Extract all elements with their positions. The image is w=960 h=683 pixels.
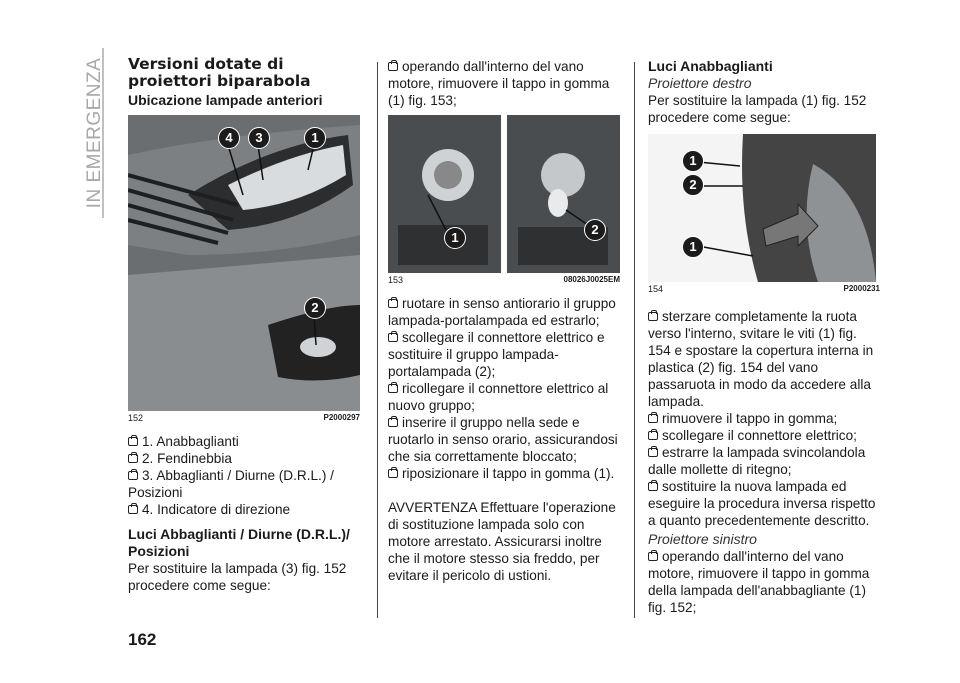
figure-code: P2000297: [323, 413, 360, 422]
section-heading: Luci Abbaglianti / Diurne (D.R.L.)/ Posizioni: [128, 526, 350, 559]
bulb-bullet-icon: [648, 312, 658, 321]
list-item: operando dall'interno del vano motore, rimuovere il tappo in gomma della lampada dell'anabbagliante (1) fig. 152;: [648, 549, 870, 615]
list-item: sterzare completamente la ruota verso l'interno, svitare le viti (1) fig. 154 e spostare la copertura interna in plastica (2) fig. 154 del vano passaruota in modo da accedere alla lampada.: [648, 309, 874, 409]
bulb-bullet-icon: [648, 552, 658, 561]
intro-text: Per sostituire la lampada (1) fig. 152 procedere come segue:: [648, 93, 867, 125]
bulb-bullet-icon: [648, 414, 658, 423]
legend-list: [128, 433, 360, 518]
list-item: operando dall'interno del vano motore, rimuovere il tappo in gomma (1) fig. 153;: [388, 59, 610, 108]
column-2: [388, 58, 620, 584]
callout-1: 1: [682, 236, 704, 258]
bulb-bullet-icon: [388, 333, 398, 342]
bulb-bullet-icon: [388, 299, 398, 308]
list-item: scollegare il connettore elettrico;: [648, 427, 880, 444]
section-side-tab: [84, 48, 106, 218]
section-title: Versioni dotate di proiettori biparabola: [128, 55, 311, 90]
column-divider: [634, 62, 635, 618]
figure-154: [648, 134, 876, 282]
callout-2: 2: [304, 297, 326, 319]
warning-text: AVVERTENZA Effettuare l'operazione di sostituzione lampada solo con motore arrestato. Assicurarsi inoltre che il motore stesso sia freddo, per evitare il pericolo di ustioni.: [388, 500, 616, 583]
list-item: 2. Fendinebbia: [128, 450, 360, 467]
callout-1: 1: [682, 150, 704, 172]
list-item: ricollegare il connettore elettrico al nuovo gruppo;: [388, 381, 609, 413]
bulb-bullet-icon: [128, 454, 138, 463]
bulb-bullet-icon: [388, 384, 398, 393]
section-subtitle: Ubicazione lampade anteriori: [128, 92, 323, 108]
subsection-heading: Proiettore destro: [648, 75, 752, 91]
bulb-bullet-icon: [128, 471, 138, 480]
steps-list: [388, 295, 620, 482]
figure-number: 152: [128, 413, 144, 423]
callout-4: 4: [218, 127, 240, 149]
figure-code: 08026J0025EM: [563, 275, 620, 284]
section-text: Per sostituire la lampada (3) fig. 152 procedere come segue:: [128, 561, 347, 593]
list-item: inserire il gruppo nella sede e ruotarlo in senso orario, assicurandosi che sia correttamente bloccato;: [388, 415, 618, 464]
bulb-bullet-icon: [648, 431, 658, 440]
callout-1: 1: [304, 127, 326, 149]
section-heading: Luci Anabbaglianti: [648, 58, 773, 74]
side-tab-label: IN EMERGENZA: [84, 57, 105, 209]
figure-caption: [128, 413, 360, 423]
bulb-bullet-icon: [648, 448, 658, 457]
subsection-heading: Proiettore sinistro: [648, 531, 757, 547]
list-item: sostituire la nuova lampada ed eseguire la procedura inversa rispetto a quanto precedentemente descritto.: [648, 479, 876, 528]
callout-2: 2: [584, 219, 606, 241]
figure-152: [128, 115, 360, 411]
bulb-bullet-icon: [388, 62, 398, 71]
figure-caption: [648, 284, 880, 294]
figure-number: 153: [388, 275, 404, 285]
callout-1: 1: [444, 227, 466, 249]
list-item: 4. Indicatore di direzione: [128, 501, 360, 518]
column-1: [128, 56, 360, 594]
list-item: 3. Abbaglianti / Diurne (D.R.L.) / Posizioni: [128, 468, 334, 500]
figure-153: [388, 115, 620, 273]
engine-bay-photo: [388, 115, 620, 273]
bulb-bullet-icon: [128, 505, 138, 514]
list-item: ruotare in senso antiorario il gruppo lampada-portalampada ed estrarlo;: [388, 296, 616, 328]
column-3: [648, 58, 880, 616]
column-divider: [377, 62, 378, 618]
page-number: 162: [128, 630, 157, 649]
bulb-bullet-icon: [648, 482, 658, 491]
list-item: riposizionare il tappo in gomma (1).: [388, 465, 620, 482]
figure-code: P2000231: [843, 284, 880, 293]
list-item: rimuovere il tappo in gomma;: [648, 410, 880, 427]
bulb-bullet-icon: [388, 418, 398, 427]
bulb-bullet-icon: [388, 469, 398, 478]
figure-number: 154: [648, 284, 664, 294]
bulb-bullet-icon: [128, 437, 138, 446]
callout-3: 3: [248, 127, 270, 149]
list-item: 1. Anabbaglianti: [128, 433, 360, 450]
figure-caption: [388, 275, 620, 285]
headlight-photo: [128, 115, 360, 411]
callout-2: 2: [682, 174, 704, 196]
steps-list: [648, 308, 880, 529]
list-item: estrarre la lampada svincolandola dalle mollette di ritegno;: [648, 445, 866, 477]
list-item: scollegare il connettore elettrico e sostituire il gruppo lampada-portalampada (2);: [388, 330, 605, 379]
